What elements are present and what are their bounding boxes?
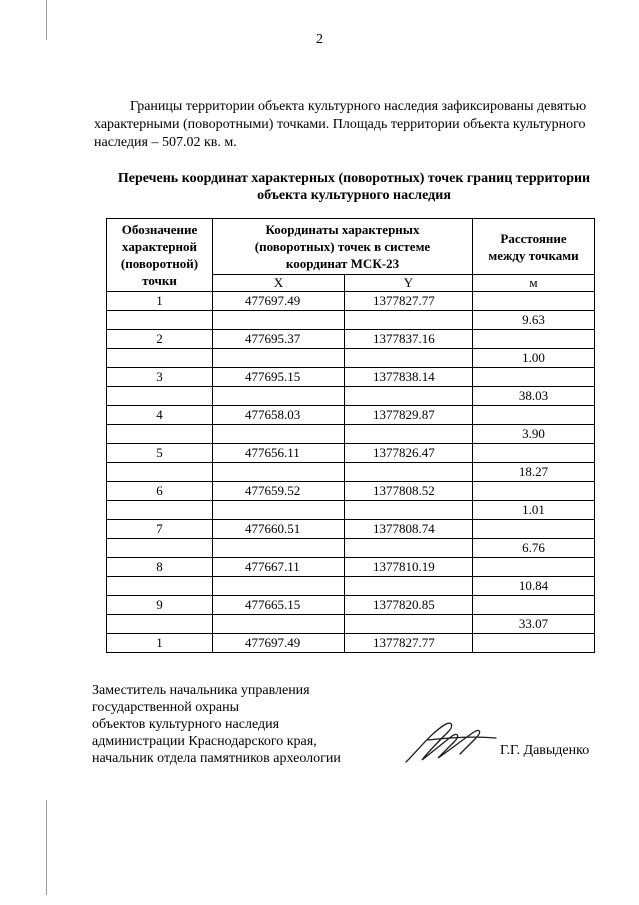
point-row — [107, 292, 595, 311]
distance-cell: 38.03 — [473, 387, 595, 406]
signer-line: начальник отдела памятников археологии — [92, 751, 341, 766]
point-row — [107, 520, 595, 539]
empty-cell — [213, 311, 345, 330]
empty-cell — [345, 387, 473, 406]
empty-cell — [107, 615, 213, 634]
empty-cell — [107, 387, 213, 406]
point-number-cell: 6 — [107, 482, 213, 501]
point-number-cell: 4 — [107, 406, 213, 425]
distance-cell — [473, 482, 595, 501]
signer-line: государственной охраны — [92, 700, 240, 715]
y-coordinate-cell: 1377826.47 — [345, 444, 473, 463]
distance-cell — [473, 520, 595, 539]
distance-cell: 1.01 — [473, 501, 595, 520]
distance-row — [107, 311, 595, 330]
distance-cell — [473, 292, 595, 311]
heading-line: Перечень координат характерных (поворотных) точек границ территории — [117, 171, 591, 186]
x-coordinate-cell: 477665.15 — [213, 596, 345, 615]
point-row — [107, 406, 595, 425]
point-row — [107, 330, 595, 349]
empty-cell — [107, 349, 213, 368]
empty-cell — [345, 615, 473, 634]
distance-row — [107, 425, 595, 444]
point-number-cell: 8 — [107, 558, 213, 577]
empty-cell — [213, 463, 345, 482]
empty-cell — [213, 425, 345, 444]
distance-cell: 33.07 — [473, 615, 595, 634]
empty-cell — [213, 539, 345, 558]
empty-cell — [345, 311, 473, 330]
header-coordinates: Координаты характерных (поворотных) точек в системе координат МСК-23 — [213, 219, 473, 275]
empty-cell — [213, 349, 345, 368]
distance-cell — [473, 444, 595, 463]
distance-cell — [473, 330, 595, 349]
signer-line: объектов культурного наследия — [92, 717, 280, 732]
intro-line: Границы территории объекта культурного наследия зафиксированы девятью — [130, 99, 587, 114]
point-number-cell: 1 — [107, 292, 213, 311]
distance-cell: 3.90 — [473, 425, 595, 444]
signature-image — [402, 718, 498, 768]
point-number-cell: 7 — [107, 520, 213, 539]
empty-cell — [345, 463, 473, 482]
signer-line: Заместитель начальника управления — [92, 683, 310, 698]
distance-cell: 1.00 — [473, 349, 595, 368]
y-coordinate-cell: 1377827.77 — [345, 634, 473, 653]
signee-name: Г.Г. Давыденко — [500, 743, 590, 758]
distance-cell — [473, 558, 595, 577]
empty-cell — [345, 349, 473, 368]
empty-cell — [345, 539, 473, 558]
empty-cell — [213, 615, 345, 634]
empty-cell — [107, 463, 213, 482]
distance-row — [107, 501, 595, 520]
distance-row — [107, 615, 595, 634]
x-coordinate-cell: 477697.49 — [213, 634, 345, 653]
point-number-cell: 9 — [107, 596, 213, 615]
x-coordinate-cell: 477656.11 — [213, 444, 345, 463]
distance-cell: 6.76 — [473, 539, 595, 558]
empty-cell — [345, 577, 473, 596]
distance-cell: 10.84 — [473, 577, 595, 596]
distance-row — [107, 463, 595, 482]
distance-cell — [473, 368, 595, 387]
signer-line: администрации Краснодарского края, — [92, 734, 317, 749]
empty-cell — [107, 311, 213, 330]
empty-cell — [107, 425, 213, 444]
header-point: Обозначение характерной (поворотной) точки — [107, 219, 213, 292]
empty-cell — [213, 577, 345, 596]
empty-cell — [345, 501, 473, 520]
point-row — [107, 596, 595, 615]
distance-row — [107, 349, 595, 368]
intro-paragraph — [94, 98, 614, 152]
distance-cell — [473, 634, 595, 653]
x-coordinate-cell: 477667.11 — [213, 558, 345, 577]
header-unit: м — [473, 275, 595, 292]
x-coordinate-cell: 477697.49 — [213, 292, 345, 311]
scan-edge-line — [46, 800, 47, 895]
coordinates-table — [106, 218, 595, 653]
y-coordinate-cell: 1377810.19 — [345, 558, 473, 577]
signer-title — [92, 682, 341, 767]
point-row — [107, 444, 595, 463]
y-coordinate-cell: 1377838.14 — [345, 368, 473, 387]
point-number-cell: 3 — [107, 368, 213, 387]
point-row — [107, 368, 595, 387]
table-heading — [94, 170, 614, 204]
point-number-cell: 5 — [107, 444, 213, 463]
y-coordinate-cell: 1377808.52 — [345, 482, 473, 501]
distance-cell: 9.63 — [473, 311, 595, 330]
empty-cell — [107, 577, 213, 596]
x-coordinate-cell: 477695.37 — [213, 330, 345, 349]
distance-row — [107, 539, 595, 558]
coordinates-body — [107, 292, 595, 653]
y-coordinate-cell: 1377827.77 — [345, 292, 473, 311]
x-coordinate-cell: 477660.51 — [213, 520, 345, 539]
heading-line: объекта культурного наследия — [257, 188, 451, 203]
y-coordinate-cell: 1377837.16 — [345, 330, 473, 349]
y-coordinate-cell: 1377829.87 — [345, 406, 473, 425]
intro-line: характерными (поворотными) точками. Площадь территории объекта культурного — [94, 117, 586, 132]
header-y: Y — [345, 275, 473, 292]
distance-cell — [473, 596, 595, 615]
distance-row — [107, 387, 595, 406]
x-coordinate-cell: 477658.03 — [213, 406, 345, 425]
point-number-cell: 2 — [107, 330, 213, 349]
empty-cell — [213, 501, 345, 520]
point-row — [107, 634, 595, 653]
distance-row — [107, 577, 595, 596]
point-number-cell: 1 — [107, 634, 213, 653]
distance-cell — [473, 406, 595, 425]
point-row — [107, 558, 595, 577]
distance-cell: 18.27 — [473, 463, 595, 482]
empty-cell — [107, 501, 213, 520]
empty-cell — [107, 539, 213, 558]
header-x: X — [213, 275, 345, 292]
intro-line: наследия – 507.02 кв. м. — [94, 135, 237, 150]
x-coordinate-cell: 477695.15 — [213, 368, 345, 387]
page-number: 2 — [316, 32, 323, 47]
y-coordinate-cell: 1377820.85 — [345, 596, 473, 615]
x-coordinate-cell: 477659.52 — [213, 482, 345, 501]
point-row — [107, 482, 595, 501]
header-distance: Расстояние между точками — [473, 219, 595, 275]
empty-cell — [345, 425, 473, 444]
empty-cell — [213, 387, 345, 406]
y-coordinate-cell: 1377808.74 — [345, 520, 473, 539]
